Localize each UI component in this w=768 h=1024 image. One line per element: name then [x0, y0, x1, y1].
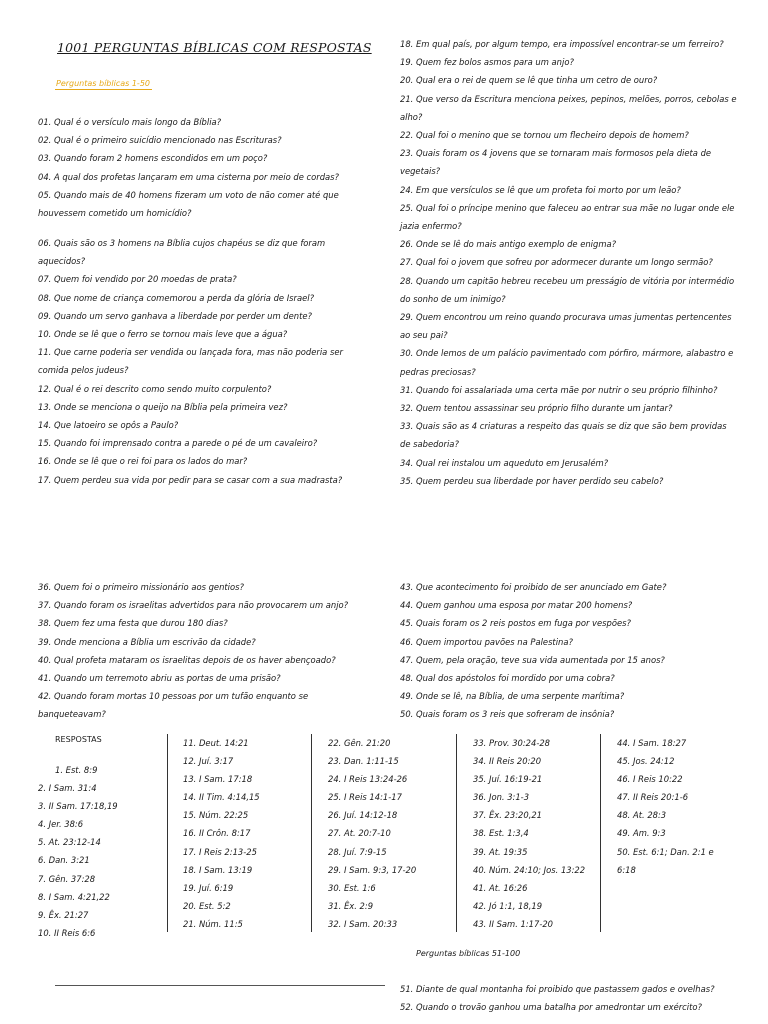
question-line: 02. Qual é o primeiro suicídio mencionado nas Escrituras?: [38, 135, 282, 146]
answer-item: 35. Juí. 16:19-21: [473, 774, 543, 785]
question-line: do sonho de um inimigo?: [400, 293, 506, 304]
answer-item: 32. I Sam. 20:33: [328, 918, 398, 929]
question-line: 50. Quais foram os 3 reis que sofreram de insônia?: [400, 709, 615, 720]
answer-item: 3. II Sam. 17:18,19: [38, 801, 118, 812]
question-line: 31. Quando foi assalariada uma certa mãe por nutrir o seu próprio filhinho?: [400, 384, 718, 395]
table-divider: [167, 734, 168, 932]
answers-col-4: [473, 734, 585, 932]
questions-left-mid: [38, 234, 343, 489]
question-line: alho?: [400, 111, 423, 122]
question-line: 42. Quando foram mortas 10 pessoas por um tufão enquanto se: [38, 691, 309, 702]
question-line: de sabedoria?: [400, 439, 459, 450]
question-line: 29. Quem encontrou um reino quando procurava umas jumentas pertencentes: [400, 312, 732, 323]
answer-item: 49. Am. 9:3: [617, 828, 666, 839]
answer-item: 28. Juí. 7:9-15: [328, 846, 387, 857]
table-divider: [311, 734, 312, 932]
answer-item: 18. I Sam. 13:19: [183, 864, 253, 875]
section-subtitle: Perguntas bíblicas 1-50: [56, 79, 150, 88]
question-line: 32. Quem tentou assassinar seu próprio filho durante um jantar?: [400, 403, 673, 414]
question-line: 05. Quando mais de 40 homens fizeram um voto de não comer até que: [38, 189, 339, 200]
question-line: 23. Quais foram os 4 jovens que se tornaram mais formosos pela dieta de: [400, 148, 712, 159]
question-line: pedras preciosas?: [400, 366, 476, 377]
question-line: 21. Que verso da Escritura menciona peixes, pepinos, melões, porros, cebolas e: [400, 93, 737, 104]
answer-item: 25. I Reis 14:1-17: [328, 792, 402, 803]
answer-item: 30. Est. 1:6: [328, 882, 376, 893]
question-line: 01. Qual é o versículo mais longo da Bíblia?: [38, 117, 222, 127]
answer-item: 29. I Sam. 9:3, 17-20: [328, 864, 417, 875]
answer-item: 41. At. 16:26: [473, 882, 528, 893]
answers-col-3: [328, 734, 416, 932]
answer-item: 40. Núm. 24:10; Jos. 13:22: [473, 864, 586, 875]
question-line: 35. Quem perdeu sua liberdade por haver perdido seu cabelo?: [400, 475, 664, 486]
question-line: 52. Quando o trovão ganhou uma batalha por amedrontar um exército?: [400, 1002, 702, 1013]
question-line: 51. Diante de qual montanha foi proibido que pastassem gados e ovelhas?: [400, 984, 715, 994]
answer-item: 33. Prov. 30:24-28: [473, 738, 551, 748]
question-line: 48. Qual dos apóstolos foi mordido por uma cobra?: [400, 673, 615, 684]
question-line: 44. Quem ganhou uma esposa por matar 200 homens?: [400, 600, 633, 611]
question-line: 20. Qual era o rei de quem se lê que tinha um cetro de ouro?: [400, 75, 658, 86]
question-line: 10. Onde se lê que o ferro se tornou mais leve que a água?: [38, 329, 288, 340]
answers-col-2: [183, 734, 260, 932]
answer-item: 5. At. 23:12-14: [38, 837, 101, 848]
answer-item: 1. Est. 8:9: [55, 765, 98, 775]
question-line: 34. Qual rei instalou um aqueduto em Jerusalém?: [400, 457, 609, 468]
question-line: 11. Que carne poderia ser vendida ou lançada fora, mas não poderia ser: [38, 347, 343, 358]
answer-item: 14. II Tim. 4:14,15: [183, 792, 260, 803]
question-line: 43. Que acontecimento foi proibido de ser anunciado em Gate?: [400, 582, 667, 592]
answer-item: 2. I Sam. 31:4: [38, 783, 97, 794]
answer-item: 26. Juí. 14:12-18: [328, 810, 398, 821]
answer-item: 17. I Reis 2:13-25: [183, 846, 257, 857]
answer-item: 20. Est. 5:2: [183, 900, 231, 911]
question-line: 18. Em qual país, por algum tempo, era impossível encontrar-se um ferreiro?: [400, 39, 724, 49]
answer-item: 50. Est. 6:1; Dan. 2:1 e: [617, 846, 714, 857]
answer-item: 38. Est. 1:3,4: [473, 828, 529, 839]
answer-item: 47. II Reis 20:1-6: [617, 792, 689, 803]
question-line: 49. Onde se lê, na Bíblia, de uma serpente marítima?: [400, 691, 625, 702]
question-line: 38. Quem fez uma festa que durou 180 dias?: [38, 618, 228, 629]
answer-item: 13. I Sam. 17:18: [183, 774, 253, 785]
question-line: 36. Quem foi o primeiro missionário aos gentios?: [38, 582, 244, 592]
question-line: 17. Quem perdeu sua vida por pedir para se casar com a sua madrasta?: [38, 474, 343, 485]
answer-item: 4. Jer. 38:6: [38, 819, 84, 830]
answer-item: 12. Juí. 3:17: [183, 756, 234, 767]
question-line: jazia enfermo?: [400, 221, 462, 232]
question-line: vegetais?: [400, 166, 441, 177]
answer-item: 6. Dan. 3:21: [38, 855, 90, 866]
answer-item: 31. Êx. 2:9: [328, 900, 374, 911]
answer-item: 16. II Crôn. 8:17: [183, 828, 251, 839]
question-line: 33. Quais são as 4 criaturas a respeito das quais se diz que são bem providas: [400, 421, 727, 432]
question-line: 37. Quando foram os israelitas advertidos para não provocarem um anjo?: [38, 600, 349, 611]
answers-heading: RESPOSTAS: [55, 735, 102, 744]
answer-item: 15. Núm. 22:25: [183, 810, 249, 821]
answer-item: 42. Jó 1:1, 18,19: [473, 900, 543, 911]
question-line: 39. Onde menciona a Bíblia um escrivão da cidade?: [38, 636, 256, 647]
question-line: 14. Que latoeiro se opôs a Paulo?: [38, 420, 179, 431]
question-line: 26. Onde se lê do mais antigo exemplo de enigma?: [400, 239, 617, 250]
question-line: 45. Quais foram os 2 reis postos em fuga por vespões?: [400, 618, 631, 629]
answer-item: 7. Gên. 37:28: [38, 873, 96, 884]
questions-right-top: [400, 35, 737, 490]
question-line: 09. Quando um servo ganhava a liberdade por perder um dente?: [38, 310, 312, 321]
question-line: 13. Onde se menciona o queijo na Bíblia pela primeira vez?: [38, 401, 288, 412]
answer-item: 6:18: [617, 864, 636, 875]
questions-left-bottom: [38, 578, 348, 724]
answer-item: 34. II Reis 20:20: [473, 756, 542, 767]
answer-item: 27. At. 20:7-10: [328, 828, 391, 839]
question-line: 27. Qual foi o jovem que sofreu por adormecer durante um longo sermão?: [400, 257, 713, 268]
question-line: 40. Qual profeta mataram os israelitas depois de os haver abençoado?: [38, 654, 336, 665]
question-line: 08. Que nome de criança comemorou a perda da glória de Israel?: [38, 292, 315, 303]
answer-item: 10. II Reis 6:6: [38, 927, 96, 938]
question-line: banqueteavam?: [38, 709, 106, 720]
question-line: 46. Quem importou pavões na Palestina?: [400, 636, 573, 647]
question-line: 41. Quando um terremoto abriu as portas de uma prisão?: [38, 673, 281, 684]
answer-item: 23. Dan. 1:11-15: [328, 756, 399, 767]
table-divider: [456, 734, 457, 932]
answer-item: 24. I Reis 13:24-26: [328, 774, 408, 785]
question-line: 30. Onde lemos de um palácio pavimentado com pórfiro, mármore, alabastro e: [400, 348, 734, 359]
answer-item: 21. Núm. 11:5: [183, 918, 243, 929]
question-line: houvessem cometido um homicídio?: [38, 208, 192, 219]
answer-item: 9. Êx. 21:27: [38, 909, 89, 920]
page-title: 1001 PERGUNTAS BÍBLICAS COM RESPOSTAS: [57, 40, 372, 55]
answer-item: 39. At. 19:35: [473, 846, 528, 857]
answers-col-5: [617, 734, 714, 932]
question-line: comida pelos judeus?: [38, 365, 129, 376]
answer-item: 44. I Sam. 18:27: [617, 738, 687, 748]
answer-item: 37. Êx. 23:20,21: [473, 810, 543, 821]
answer-item: 19. Juí. 6:19: [183, 882, 234, 893]
answer-item: 11. Deut. 14:21: [183, 738, 249, 748]
horizontal-rule: [55, 985, 385, 986]
questions-right-bottom: [400, 578, 666, 724]
questions-next-page: [400, 980, 715, 1016]
question-line: 16. Onde se lê que o rei foi para os lados do mar?: [38, 456, 248, 467]
question-line: 25. Qual foi o príncipe menino que faleceu ao entrar sua mãe no lugar onde ele: [400, 202, 735, 213]
answer-item: 45. Jos. 24:12: [617, 756, 675, 767]
question-line: 19. Quem fez bolos asmos para um anjo?: [400, 57, 574, 68]
question-line: 03. Quando foram 2 homens escondidos em um poço?: [38, 153, 268, 164]
section-subtitle-2: Perguntas bíblicas 51-100: [416, 949, 521, 958]
question-line: 22. Qual foi o menino que se tornou um flecheiro depois de homem?: [400, 130, 689, 141]
table-divider: [600, 734, 601, 932]
answer-item: 43. II Sam. 1:17-20: [473, 918, 554, 929]
answer-item: 48. At. 28:3: [617, 810, 667, 821]
question-line: 28. Quando um capitão hebreu recebeu um presságio de vitória por intermédio: [400, 275, 735, 286]
question-line: 12. Qual é o rei descrito como sendo muito corpulento?: [38, 383, 272, 394]
answers-col-1: [38, 761, 118, 959]
answer-item: 22. Gên. 21:20: [328, 738, 391, 748]
question-line: aquecidos?: [38, 256, 86, 267]
answer-item: 46. I Reis 10:22: [617, 774, 683, 785]
answer-item: 36. Jon. 3:1-3: [473, 792, 530, 803]
question-line: 04. A qual dos profetas lançaram em uma cisterna por meio de cordas?: [38, 171, 339, 182]
questions-left-top: [38, 113, 339, 222]
question-line: ao seu pai?: [400, 330, 448, 341]
question-line: 15. Quando foi imprensado contra a parede o pé de um cavaleiro?: [38, 438, 318, 449]
question-line: 47. Quem, pela oração, teve sua vida aumentada por 15 anos?: [400, 654, 665, 665]
question-line: 07. Quem foi vendido por 20 moedas de prata?: [38, 274, 237, 285]
answer-item: 8. I Sam. 4:21,22: [38, 891, 110, 902]
question-line: 24. Em que versículos se lê que um profeta foi morto por um leão?: [400, 184, 681, 195]
question-line: 06. Quais são os 3 homens na Bíblia cujos chapéus se diz que foram: [38, 238, 326, 248]
